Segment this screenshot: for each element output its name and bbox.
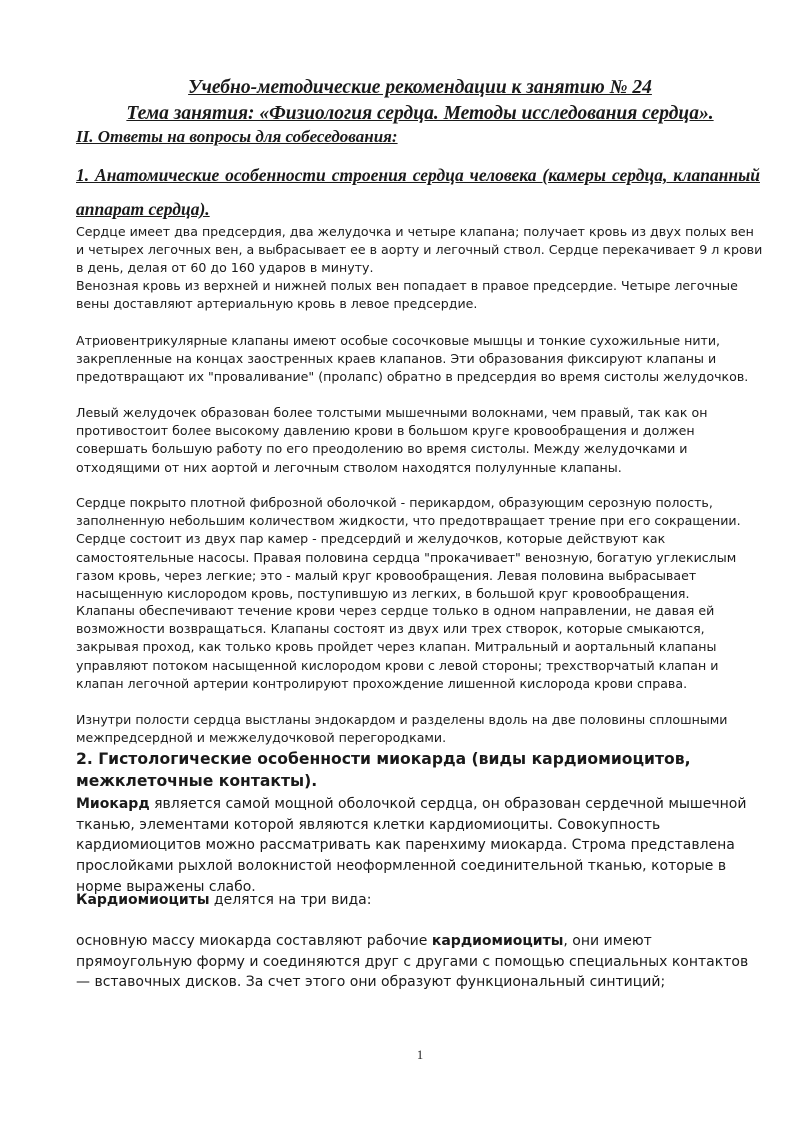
paragraph-4: Левый желудочек образован более толстыми мышечными волокнами, чем правый, так как он противостоит более высокому давлению крови в большом круге кровообращения и должен совершать большую работу по его преодолению во время систолы. Между желудочками и отходящими от них аортой и легочным стволом находятся полулунные клапаны. [76, 405, 708, 475]
paragraph-working-cardiomyocytes [76, 931, 766, 993]
paragraph-working-text-a: основную массу миокарда составляют рабочие [76, 933, 432, 949]
lesson-topic: Тема занятия: «Физиология сердца. Методы исследования сердца». [126, 103, 714, 124]
question-1-heading: 1. Анатомические особенности строения сердца человека (камеры сердца, клапанный аппарат сердца). [76, 165, 760, 219]
paragraph-7: Изнутри полости сердца выстланы эндокардом и разделены вдоль на две половины сплошными межпредсердной и межжелудочковой перегородками. [76, 712, 728, 746]
question-2-heading: 2. Гистологические особенности миокарда (виды кардиомиоцитов, межклеточные контакты). [76, 750, 691, 790]
term-myocardium: Миокард [76, 796, 150, 812]
paragraph-myocardium [76, 794, 766, 898]
paragraph-working-text-b: , они имеют прямоугольную форму и соединяются друг с другами с помощью специальных контактов — вставочных дисков. За счет этого они образуют функциональный синтиций; [76, 933, 749, 991]
lesson-title: Учебно-методические рекомендации к занятию № 24 [188, 77, 652, 98]
paragraph-3: Атриовентрикулярные клапаны имеют особые сосочковые мышцы и тонкие сухожильные нити, закрепленные на концах заостренных краев клапанов. Эти образования фиксируют клапаны и предотвращают их "проваливание" (пролапс) обратно в предсердия во время систолы желудочков. [76, 333, 749, 385]
paragraph-cardiomyocyte-types-text: делятся на три вида: [209, 892, 372, 908]
term-cardiomyocytes-2: кардиомиоциты [431, 933, 564, 949]
paragraph-cardiomyocyte-types [76, 890, 766, 911]
paragraph-5: Сердце покрыто плотной фиброзной оболочкой - перикардом, образующим серозную полость, заполненную небольшим количеством жидкости, что предотвращает трение при его сокращении. Сердце состоит из двух пар камер - предсердий и желудочков, которые действуют как самостоятельные насосы. Правая половина сердца "прокачивает" венозную, богатую углекислым газом кровь, через легкие; это - малый круг кровообращения. Левая половина выбрасывает насыщенную кислородом кровь, поступившую из легких, в большой круг кровообращения. [76, 495, 741, 602]
term-cardiomyocytes: Кардиомиоциты [76, 892, 210, 908]
page-number: 1 [416, 1048, 424, 1062]
paragraph-myocardium-text: является самой мощной оболочкой сердца, он образован сердечной мышечной тканью, элементами которой являются клетки кардиомиоциты. Совокупность кардиомиоцитов можно рассматривать как паренхиму миокарда. Строма представлена прослойками рыхлой волокнистой неоформленной соединительной тканью, которые в норме выражены слабо. [76, 796, 747, 895]
paragraph-1: Сердце имеет два предсердия, два желудочка и четыре клапана; получает кровь из двух полых вен и четырех легочных вен, а выбрасывает ее в аорту и легочный ствол. Сердце перекачивает 9 л крови в день, делая от 60 до 160 ударов в минуту. [76, 224, 763, 276]
paragraph-2: Венозная кровь из верхней и нижней полых вен попадает в правое предсердие. Четыре легочные вены доставляют артериальную кровь в левое предсердие. [76, 278, 738, 312]
paragraph-6: Клапаны обеспечивают течение крови через сердце только в одном направлении, не давая ей возможности возвращаться. Клапаны состоят из двух или трех створок, которые смыкаются, закрывая проход, как только кровь пройдет через клапан. Митральный и аортальный клапаны управляют потоком насыщенной кислородом крови с левой стороны; трехстворчатый клапан и клапан легочной артерии контролируют прохождение лишенной кислорода крови справа. [76, 603, 719, 691]
section-heading: II. Ответы на вопросы для собеседования: [76, 127, 398, 146]
